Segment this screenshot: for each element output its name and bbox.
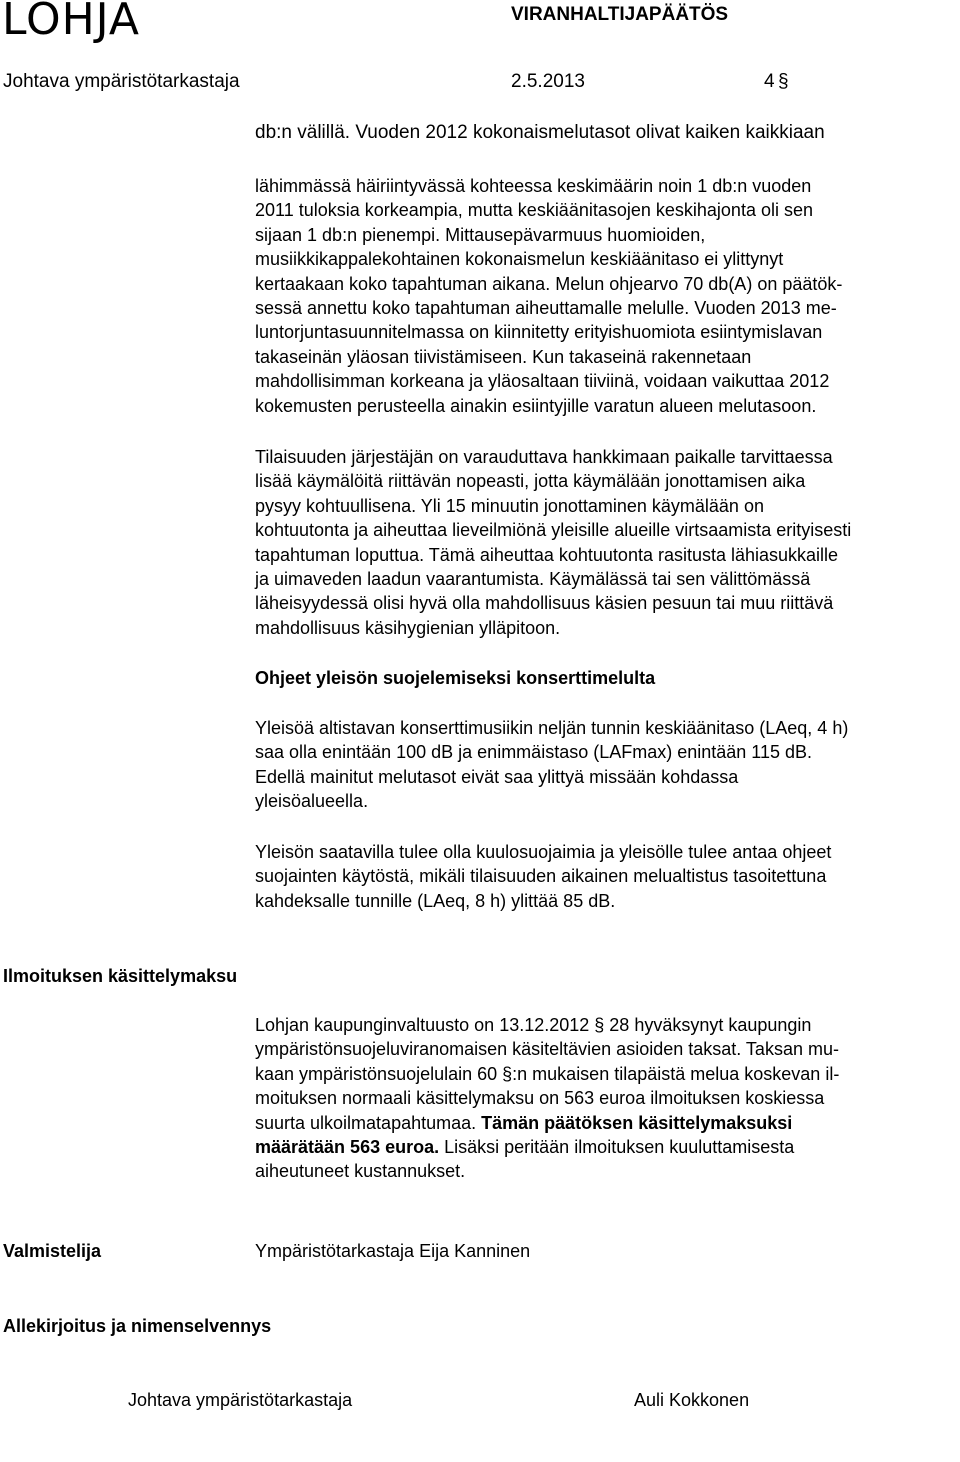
text-line: moituksen normaali käsittelymaksu on 563 euroa ilmoituksen koskiessa: [255, 1088, 825, 1109]
preparer-value: Ympäristötarkastaja Eija Kanninen: [255, 1241, 531, 1261]
text-line: musiikkikappalekohtainen kokonaismelun keskiäänitaso ei ylittynyt: [255, 249, 784, 270]
text-line: kohtuutonta ja aiheuttaa lieveilmiönä yleisille alueille virtsaamista erityisesti: [255, 520, 852, 541]
audience-paragraph-1: [255, 716, 960, 814]
fee-amount-bold: määrätään 563 euroa.: [255, 1137, 440, 1158]
decision-date: 2.5.2013: [511, 71, 585, 92]
author-title: Johtava ympäristötarkastaja: [3, 71, 240, 92]
text-line: mahdollisimman korkeana ja yläosaltaan tiiviinä, voidaan vaikuttaa 2012: [255, 371, 830, 392]
text-line: mahdollisuus käsihygienian ylläpitoon.: [255, 617, 561, 638]
text-line: kaan ympäristönsuojelulain 60 §:n mukaisen tilapäistä melua koskevan il-: [255, 1063, 840, 1084]
text-line: kokemusten perusteella ainakin esiintyjille varatun alueen melutasoon.: [255, 395, 817, 416]
fee-section-heading: Ilmoituksen käsittelymaksu: [3, 966, 238, 986]
text-line: aiheutuneet kustannukset.: [255, 1161, 466, 1182]
text-line: lisää käymälöitä riittävän nopeasti, jotta käymälään jonottamisen aika: [255, 471, 806, 492]
text-fragment: Lisäksi peritään ilmoituksen kuuluttamisesta: [444, 1137, 795, 1158]
text-line: kahdeksalle tunnille (LAeq, 8 h) ylittää 85 dB.: [255, 890, 616, 911]
text-line: takaseinän yläosan tiivistämiseen. Kun takaseinä rakennetaan: [255, 346, 752, 367]
signer-title: Johtava ympäristötarkastaja: [128, 1390, 353, 1410]
text-line: 2011 tuloksia korkeampia, mutta keskiäänitasojen keskihajonta oli sen: [255, 200, 813, 221]
text-line: [255, 1135, 960, 1159]
page-number: 4: [764, 71, 775, 92]
text-line: yleisöalueella.: [255, 791, 369, 812]
audience-protection-heading: Ohjeet yleisön suojelemiseksi konserttimelulta: [255, 668, 656, 688]
signature-label: Allekirjoitus ja nimenselvennys: [3, 1316, 272, 1336]
text-line: sijaan 1 db:n pienempi. Mittausepävarmuus huomioiden,: [255, 224, 706, 245]
text-line: Yleisön saatavilla tulee olla kuulosuojaimia ja yleisölle tulee antaa ohjeet: [255, 842, 832, 862]
noise-paragraph: [255, 174, 960, 418]
text-line: kertaakaan koko tapahtuman aikana. Melun ohjearvo 70 db(A) on päätök-: [255, 273, 843, 294]
audience-paragraph-2: [255, 840, 960, 913]
text-line: läheisyydessä olisi hyvä olla mahdollisuus käsien pesuun tai muu riittävä: [255, 593, 834, 614]
text-line: ympäristönsuojeluviranomaisen käsiteltävien asioiden taksat. Taksan mu-: [255, 1039, 839, 1060]
signer-name: Auli Kokkonen: [634, 1390, 750, 1410]
text-line: suojainten käytöstä, mikäli tilaisuuden aikainen melualtistus tasoitettuna: [255, 866, 827, 887]
text-line: sessä annettu koko tapahtuman aiheuttamalle melulle. Vuoden 2013 me-: [255, 298, 837, 319]
text-line: Tilaisuuden järjestäjän on varauduttava hankkimaan paikalle tarvittaessa: [255, 447, 833, 467]
text-line: Lohjan kaupunginvaltuusto on 13.12.2012 § 28 hyväksynyt kaupungin: [255, 1015, 812, 1035]
text-fragment: suurta ulkoilmatapahtumaa.: [255, 1112, 477, 1133]
text-line: ja uimaveden laadun vaarantumista. Käymälässä tai sen välittömässä: [255, 569, 811, 590]
text-line: [255, 1111, 960, 1135]
text-line: Yleisöä altistavan konserttimusiikin neljän tunnin keskiäänitaso (LAeq, 4 h): [255, 718, 849, 738]
toilet-paragraph: [255, 445, 960, 640]
fee-decision-bold: Tämän päätöksen käsittelymaksuksi: [481, 1112, 793, 1133]
text-line: lähimmässä häiriintyvässä kohteessa keskimäärin noin 1 db:n vuoden: [255, 176, 812, 196]
text-line: tapahtuman loputtua. Tämä aiheuttaa kohtuutonta rasitusta lähiasukkaille: [255, 544, 839, 565]
lohja-logo: LOHJA: [2, 0, 140, 45]
fee-paragraph: [255, 1013, 960, 1184]
text-line: saa olla enintään 100 dB ja enimmäistaso (LAFmax) enintään 115 dB.: [255, 742, 812, 763]
text-line: Edellä mainitut melutasot eivät saa ylittyä missään kohdassa: [255, 766, 739, 787]
continued-line: db:n välillä. Vuoden 2012 kokonaismelutasot olivat kaiken kaikkiaan: [255, 122, 825, 143]
preparer-label: Valmistelija: [3, 1241, 102, 1261]
text-line: pysyy kohtuullisena. Yli 15 minuutin jonottaminen käymälään on: [255, 495, 764, 516]
section-sign: §: [778, 71, 789, 92]
text-line: luntorjuntasuunnitelmassa on kiinnitetty erityishuomiota esiintymislavan: [255, 322, 823, 343]
document-type: VIRANHALTIJAPÄÄTÖS: [511, 4, 729, 25]
